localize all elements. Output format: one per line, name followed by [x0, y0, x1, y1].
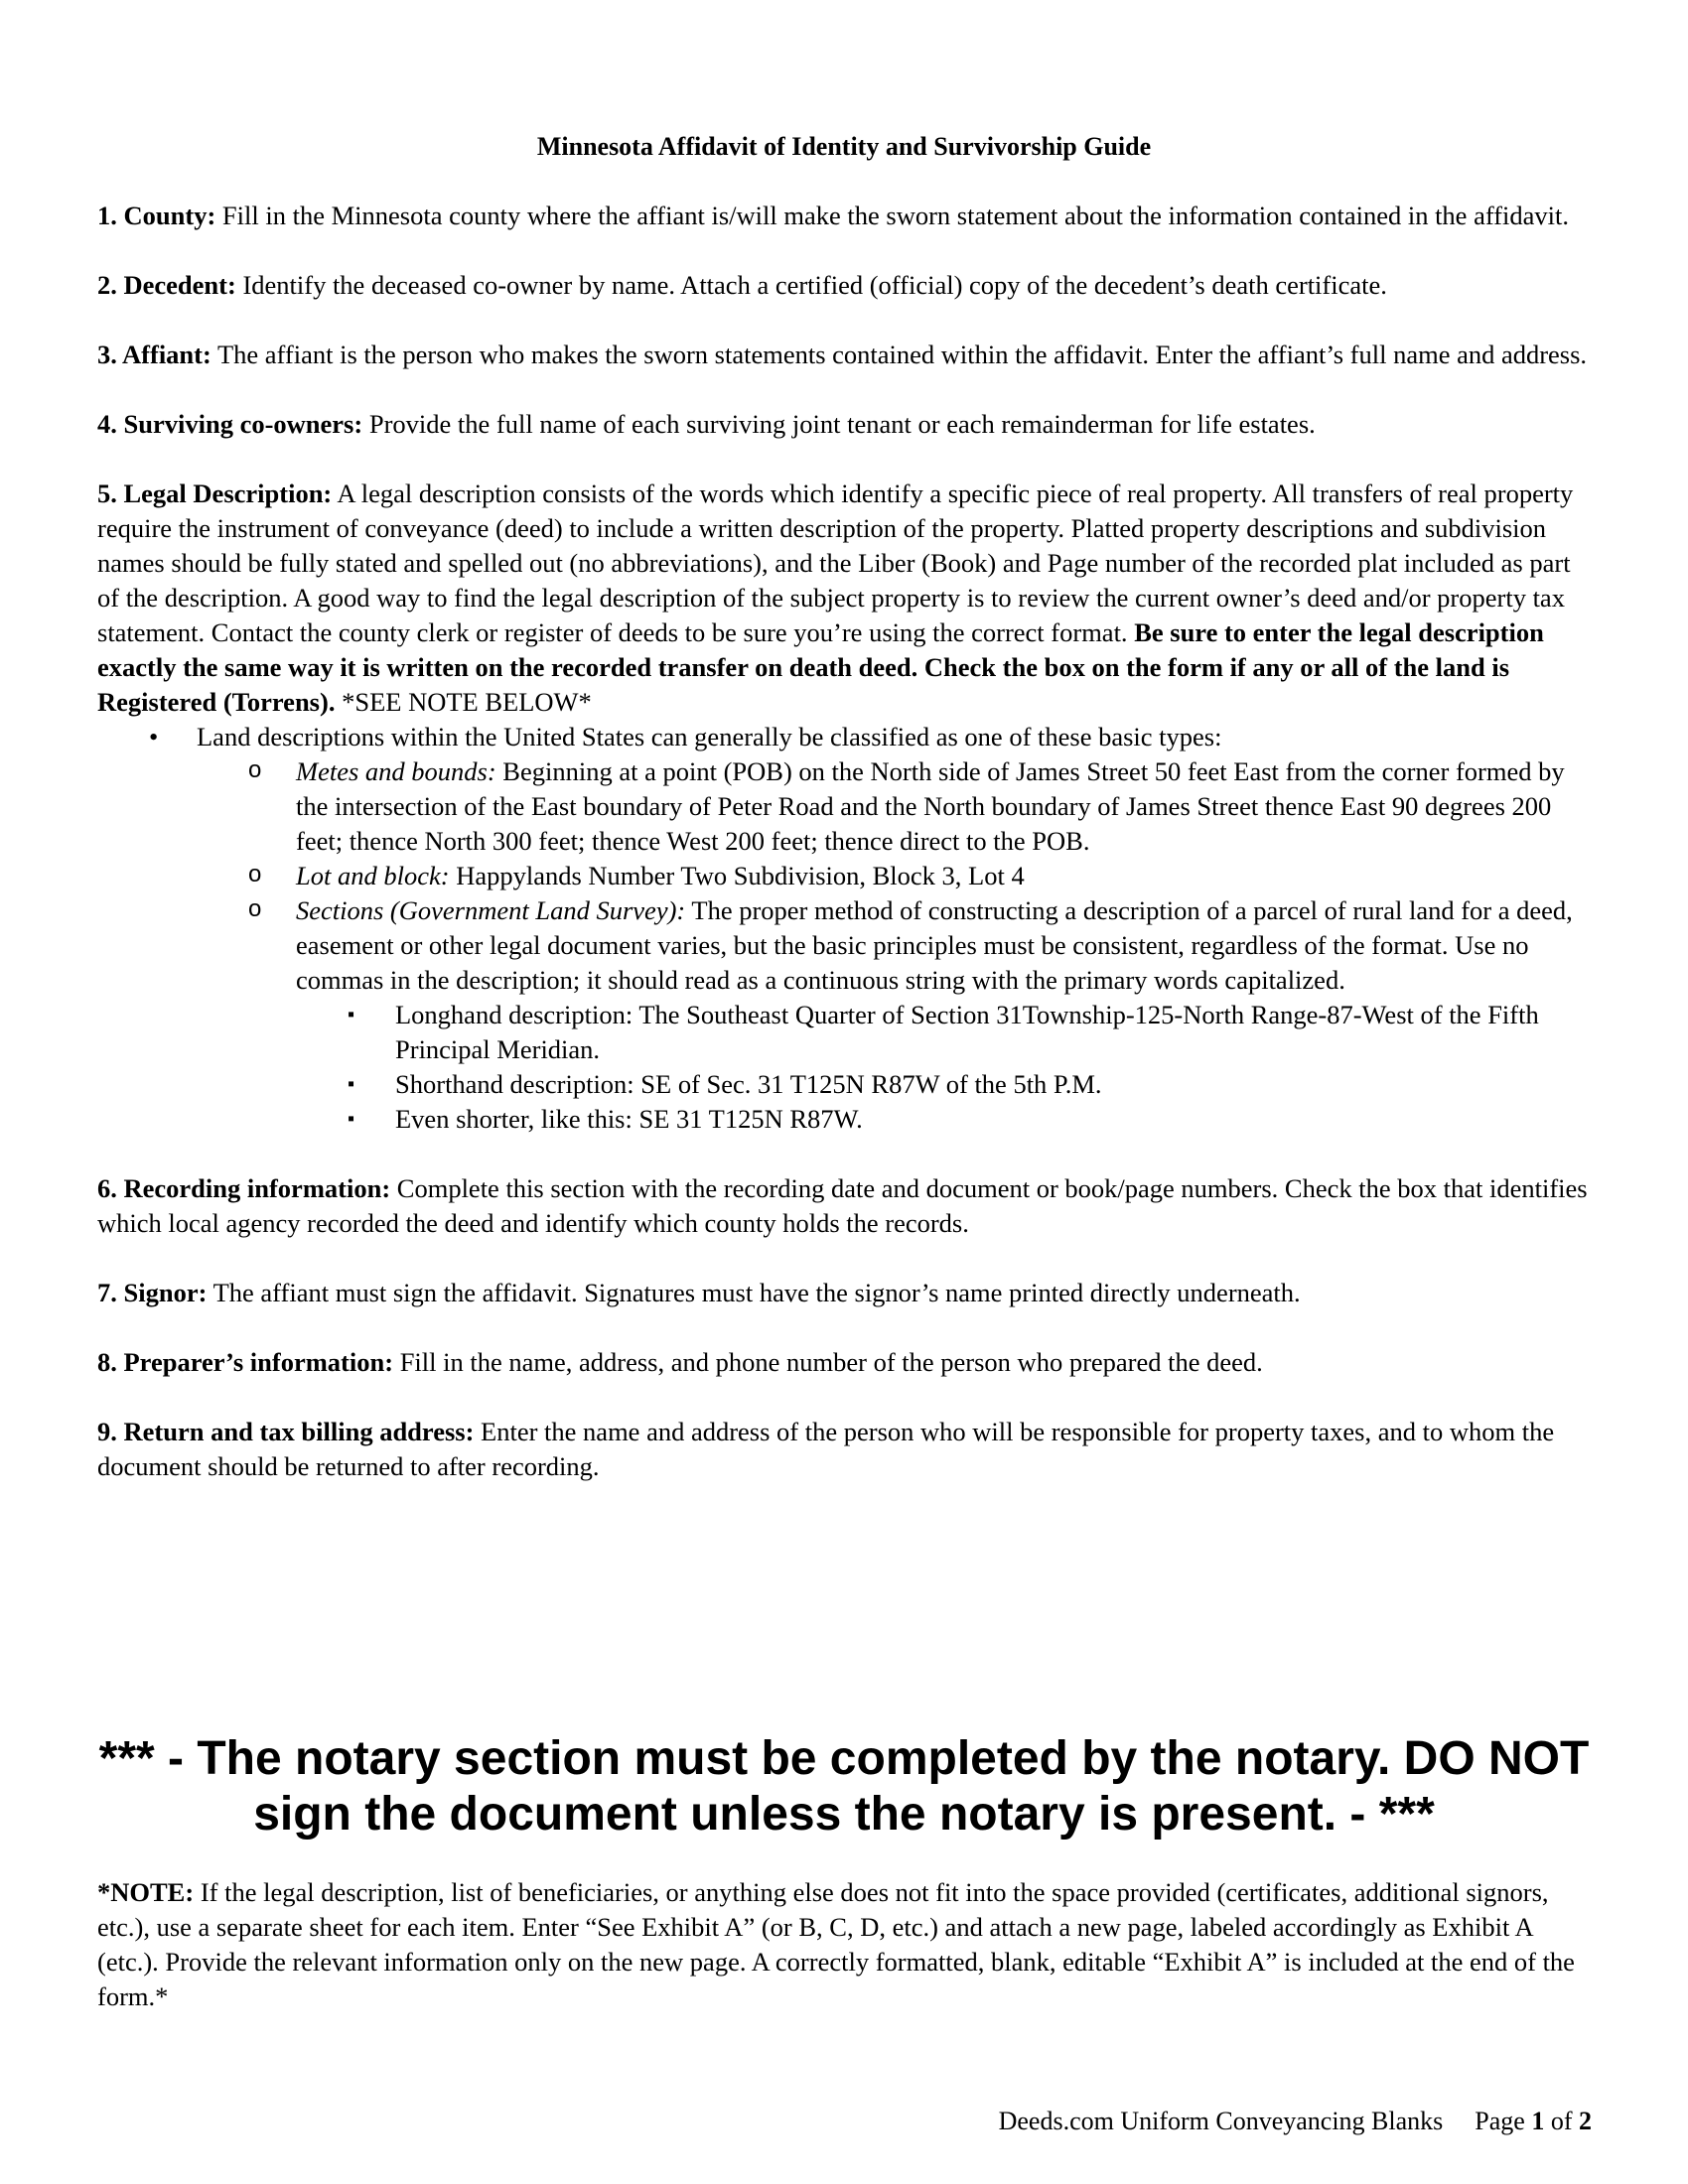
section-signor	[97, 1276, 1592, 1310]
page-footer	[999, 2105, 1592, 2138]
section-text: Fill in the Minnesota county where the affiant is/will make the sworn statement about the information contained in the affidavit.	[215, 201, 1569, 230]
section-text: The affiant is the person who makes the sworn statements contained within the affidavit. Enter the affiant’s full name and address.	[211, 340, 1588, 369]
guide-body	[97, 199, 1592, 1519]
example-text: Longhand description: The Southeast Quarter of Section 31Township-125-North Range-87-West of the Fifth Principal Meridian.	[395, 1000, 1539, 1064]
land-types-list	[97, 720, 1592, 1137]
section-label: 8. Preparer’s information:	[97, 1347, 394, 1377]
section-text: Identify the deceased co-owner by name. Attach a certified (official) copy of the decedent’s death certificate.	[235, 270, 1387, 300]
square-bullet-icon: ▪	[348, 1073, 355, 1095]
section-affiant	[97, 338, 1592, 372]
section-bold-text: Be sure to enter the legal description exactly the same way it is written on the recorded transfer on death deed. Check the box on the form if any or all of the land is Registered (Torrens).	[97, 617, 1544, 717]
page-number	[1475, 2107, 1592, 2135]
note-label: *NOTE:	[97, 1877, 195, 1907]
item-label: Sections (Government Land Survey):	[296, 895, 686, 925]
examples-list	[296, 998, 1592, 1137]
list-item	[296, 1102, 1592, 1137]
footer-source: Deeds.com Uniform Conveyancing Blanks	[998, 2107, 1444, 2135]
section-preparer-information	[97, 1345, 1592, 1380]
square-bullet-icon: ▪	[348, 1004, 355, 1025]
list-item	[296, 1067, 1592, 1102]
section-surviving-co-owners	[97, 407, 1592, 442]
section-county	[97, 199, 1592, 233]
section-text: Provide the full name of each surviving joint tenant or each remainderman for life estates.	[362, 409, 1316, 439]
section-text: A legal description consists of the words which identify a specific piece of real property. All transfers of real property require the instrument of conveyance (deed) to include a written description of the property. Platted property descriptions and subdivision names should be fully stated and spelled out (no abbreviations), and the Liber (Book) and Page number of the recorded plat included as part of the description. A good way to find the legal description of the subject property is to review the current owner’s deed and/or property tax statement. Contact the county clerk or register of deeds to be sure you’re using the correct format.	[97, 478, 1574, 647]
square-bullet-icon: ▪	[348, 1108, 355, 1130]
bullet-icon: •	[149, 722, 159, 751]
section-label: 2. Decedent:	[97, 270, 236, 300]
list-item-sections	[197, 893, 1592, 1137]
example-text: Even shorter, like this: SE 31 T125N R87W.	[395, 1104, 863, 1134]
section-label: 5. Legal Description:	[97, 478, 333, 508]
section-label: 7. Signor:	[97, 1278, 208, 1307]
page-word: Page	[1475, 2107, 1532, 2135]
example-text: Shorthand description: SE of Sec. 31 T125N R87W of the 5th P.M.	[395, 1069, 1102, 1099]
circle-bullet-icon: o	[248, 756, 262, 783]
section-text: Complete this section with the recording date and document or book/page numbers. Check the box that identifies which local agency recorded the deed and identify which county holds the records.	[97, 1173, 1588, 1238]
section-legal-description	[97, 477, 1592, 720]
notary-warning-line: sign the document unless the notary is present. - ***	[253, 1788, 1435, 1841]
land-types-sublist	[197, 754, 1592, 1137]
list-item-lot	[197, 859, 1592, 893]
page-total: 2	[1579, 2107, 1592, 2135]
notary-warning-line: *** - The notary section must be completed by the notary. DO NOT	[98, 1732, 1590, 1785]
circle-bullet-icon: o	[248, 861, 262, 887]
notary-warning	[0, 1731, 1688, 1843]
list-item	[97, 720, 1592, 1137]
section-label: 4. Surviving co-owners:	[97, 409, 363, 439]
circle-bullet-icon: o	[248, 895, 262, 922]
section-label: 9. Return and tax billing address:	[97, 1417, 475, 1446]
section-return-address	[97, 1415, 1592, 1484]
exhibit-note	[97, 1875, 1592, 2014]
section-tail-text: *SEE NOTE BELOW*	[335, 687, 592, 717]
section-label: 1. County:	[97, 201, 216, 230]
item-text: The proper method of constructing a description of a parcel of rural land for a deed, easement or other legal document varies, but the basic principles must be consistent, regardless of the format. Use no commas in the description; it should read as a continuous string with the primary words capitalized.	[296, 895, 1573, 995]
page-of: of	[1544, 2107, 1579, 2135]
item-text: Beginning at a point (POB) on the North side of James Street 50 feet East from the corner formed by the intersection of the East boundary of Peter Road and the North boundary of James Street thence East 90 degrees 200 feet; thence North 300 feet; thence West 200 feet; thence direct to the POB.	[296, 756, 1565, 856]
note-text: If the legal description, list of beneficiaries, or anything else does not fit into the space provided (certificates, additional signors, etc.), use a separate sheet for each item. Enter “See Exhibit A” (or B, C, D, etc.) and attach a new page, labeled accordingly as Exhibit A (etc.). Provide the relevant information only on the new page. A correctly formatted, blank, editable “Exhibit A” is included at the end of the form.*	[97, 1877, 1575, 2011]
section-recording-information	[97, 1171, 1592, 1241]
section-text: Fill in the name, address, and phone number of the person who prepared the deed.	[393, 1347, 1263, 1377]
item-text: Happylands Number Two Subdivision, Block 3, Lot 4	[449, 861, 1025, 890]
section-text: Enter the name and address of the person who will be responsible for property taxes, and to whom the document should be returned to after recording.	[97, 1417, 1555, 1481]
list-item-metes	[197, 754, 1592, 859]
list-item-text: Land descriptions within the United States can generally be classified as one of these basic types:	[197, 722, 1222, 751]
page-title: Minnesota Affidavit of Identity and Survivorship Guide	[536, 132, 1152, 161]
section-label: 3. Affiant:	[97, 340, 211, 369]
item-label: Metes and bounds:	[296, 756, 496, 786]
section-label: 6. Recording information:	[97, 1173, 391, 1203]
item-label: Lot and block:	[296, 861, 450, 890]
section-decedent	[97, 268, 1592, 303]
section-text: The affiant must sign the affidavit. Signatures must have the signor’s name printed directly underneath.	[207, 1278, 1301, 1307]
list-item	[296, 998, 1592, 1067]
page-current: 1	[1531, 2107, 1545, 2135]
